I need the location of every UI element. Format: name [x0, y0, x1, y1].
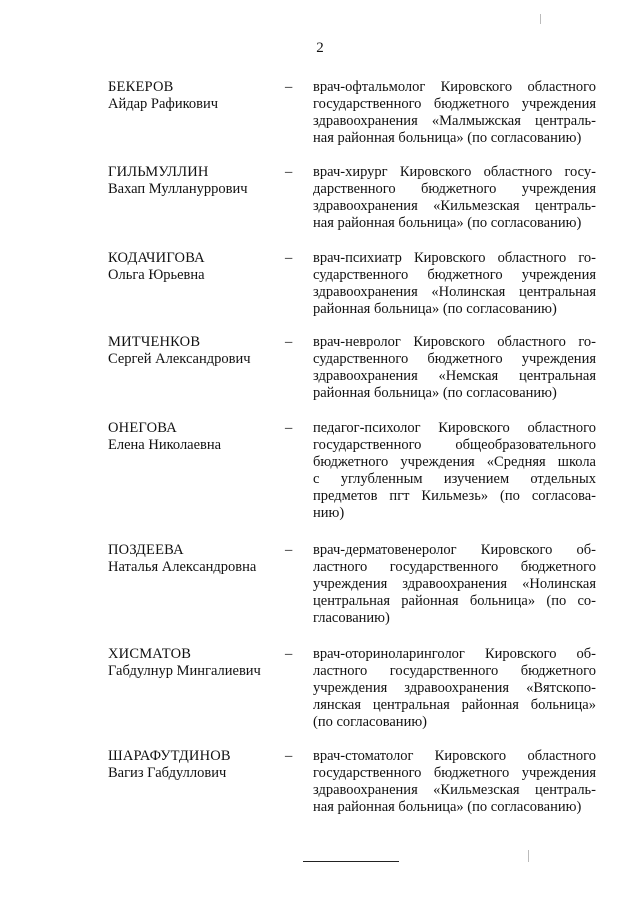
member-position	[313, 334, 596, 402]
member-given-name: Габдулнур Мингалиевич	[108, 663, 261, 679]
position-line: ластного государственного бюджетного	[313, 559, 596, 575]
position-line: ная районная больница» (по согласованию)	[313, 799, 582, 815]
member-position	[313, 646, 596, 731]
position-line: ная районная больница» (по согласованию)	[313, 130, 582, 146]
entry-dash: –	[285, 646, 293, 662]
member-given-name: Айдар Рафикович	[108, 96, 219, 112]
position-line: сударственного бюджетного учреждения	[313, 351, 596, 367]
footer-divider	[303, 861, 399, 862]
position-line: с углубленным изучением отдельных	[313, 471, 596, 487]
member-name	[108, 79, 288, 113]
member-surname: МИТЧЕНКОВ	[108, 334, 201, 350]
member-given-name: Вагиз Габдуллович	[108, 765, 227, 781]
entry-dash: –	[285, 164, 293, 180]
position-line: врач-оториноларинголог Кировского об-	[313, 646, 596, 662]
member-given-name: Ольга Юрьевна	[108, 267, 205, 283]
member-given-name: Вахап Муллануррович	[108, 181, 248, 197]
page-number: 2	[316, 40, 324, 56]
position-line: учреждения здравоохранения «Вятскопо-	[313, 680, 596, 696]
position-line: государственного бюджетного учреждения	[313, 765, 596, 781]
member-position	[313, 748, 596, 816]
entry-dash: –	[285, 79, 293, 95]
position-line: центральная районная больница» (по со-	[313, 593, 596, 609]
member-surname: КОДАЧИГОВА	[108, 250, 205, 266]
member-position	[313, 164, 596, 232]
position-line: (по согласованию)	[313, 714, 427, 730]
member-surname: ПОЗДЕЕВА	[108, 542, 184, 558]
position-line: сударственного бюджетного учреждения	[313, 267, 596, 283]
position-line: государственного общеобразовательного	[313, 437, 596, 453]
position-line: ная районная больница» (по согласованию)	[313, 215, 582, 231]
position-line: районная больница» (по согласованию)	[313, 301, 557, 317]
member-position	[313, 542, 596, 627]
entry-dash: –	[285, 542, 293, 558]
position-line: здравоохранения «Кильмезская централь-	[313, 782, 596, 798]
position-line: районная больница» (по согласованию)	[313, 385, 557, 401]
position-line: государственного бюджетного учреждения	[313, 96, 596, 112]
position-line: здравоохранения «Кильмезская централь-	[313, 198, 596, 214]
member-surname: БЕКЕРОВ	[108, 79, 174, 95]
position-line: предметов пгт Кильмезь» (по согласова-	[313, 488, 596, 504]
position-line: ластного государственного бюджетного	[313, 663, 596, 679]
member-name	[108, 420, 288, 454]
member-surname: ГИЛЬМУЛЛИН	[108, 164, 209, 180]
position-line: гласованию)	[313, 610, 390, 626]
position-line: нию)	[313, 505, 345, 521]
position-line: врач-дерматовенеролог Кировского об-	[313, 542, 596, 558]
position-line: врач-офтальмолог Кировского областного	[313, 79, 596, 95]
position-line: врач-психиатр Кировского областного го-	[313, 250, 596, 266]
position-line: педагог-психолог Кировского областного	[313, 420, 596, 436]
member-given-name: Наталья Александровна	[108, 559, 257, 575]
entry-dash: –	[285, 420, 293, 436]
member-name	[108, 164, 288, 198]
position-line: здравоохранения «Немская центральная	[313, 368, 596, 384]
position-line: учреждения здравоохранения «Нолинская	[313, 576, 596, 592]
position-line: врач-невролог Кировского областного го-	[313, 334, 596, 350]
member-name	[108, 542, 288, 576]
scan-mark-top	[540, 14, 541, 24]
entry-dash: –	[285, 334, 293, 350]
position-line: здравоохранения «Малмыжская централь-	[313, 113, 596, 129]
member-surname: ОНЕГОВА	[108, 420, 177, 436]
member-name	[108, 334, 288, 368]
member-name	[108, 748, 288, 782]
position-line: врач-хирург Кировского областного госу-	[313, 164, 596, 180]
member-name	[108, 250, 288, 284]
member-position	[313, 79, 596, 147]
entry-dash: –	[285, 748, 293, 764]
member-position	[313, 420, 596, 522]
position-line: лянская центральная районная больница»	[313, 697, 596, 713]
position-line: здравоохранения «Нолинская центральная	[313, 284, 596, 300]
position-line: врач-стоматолог Кировского областного	[313, 748, 596, 764]
member-name	[108, 646, 288, 680]
entry-dash: –	[285, 250, 293, 266]
position-line: бюджетного учреждения «Средняя школа	[313, 454, 596, 470]
member-surname: ХИСМАТОВ	[108, 646, 192, 662]
member-surname: ШАРАФУТДИНОВ	[108, 748, 231, 764]
scan-mark-bottom	[528, 850, 529, 862]
member-given-name: Елена Николаевна	[108, 437, 222, 453]
member-given-name: Сергей Александрович	[108, 351, 251, 367]
position-line: дарственного бюджетного учреждения	[313, 181, 596, 197]
member-position	[313, 250, 596, 318]
